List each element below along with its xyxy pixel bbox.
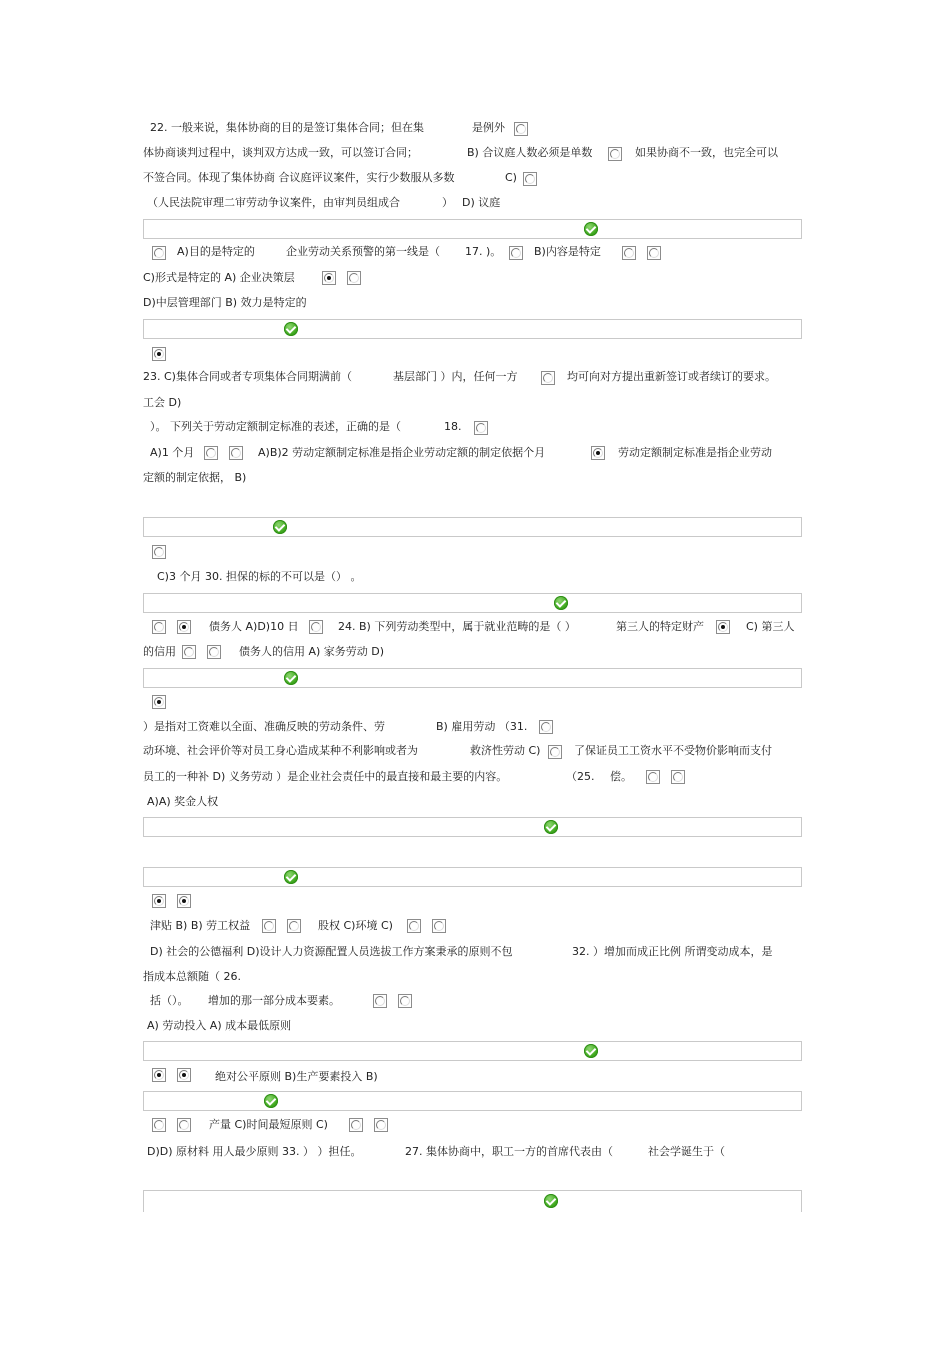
radio-button-icon[interactable]	[347, 271, 361, 285]
radio-button-icon[interactable]	[309, 620, 323, 634]
question-text: 员工的一种补 D) 义务劳动 ）是企业社会责任中的最直接和最主要的内容。	[143, 770, 508, 783]
radio-button-icon[interactable]	[716, 620, 730, 634]
radio-button-icon[interactable]	[182, 645, 196, 659]
radio-button-icon[interactable]	[407, 919, 421, 933]
correct-check-icon	[554, 596, 568, 610]
option-text: B) 雇用劳动 （31.	[436, 720, 528, 733]
radio-button-icon[interactable]	[514, 122, 528, 136]
option-text: D) 议庭	[462, 196, 501, 209]
radio-button-icon[interactable]	[152, 695, 166, 709]
option-text: A) 劳动投入 A) 成本最低原则	[147, 1019, 292, 1032]
question-text: 32. ）增加而成正比例 所谓变动成本，是	[572, 945, 773, 958]
option-text: C) 第三人	[746, 620, 795, 633]
radio-button-icon[interactable]	[152, 620, 166, 634]
correct-check-icon	[544, 820, 558, 834]
radio-button-icon[interactable]	[374, 1118, 388, 1132]
question-text: 括（）。	[150, 994, 189, 1007]
radio-button-icon[interactable]	[204, 446, 218, 460]
correct-check-icon	[584, 1044, 598, 1058]
option-text: A)1 个月	[150, 446, 195, 459]
answer-result-bar	[143, 517, 802, 537]
option-text: 救济性劳动 C)	[470, 744, 541, 757]
question-text: 22. 一般来说，集体协商的目的是签订集体合同；但在集	[150, 121, 424, 134]
answer-result-bar	[143, 817, 802, 837]
question-text: 是例外	[472, 121, 505, 134]
correct-check-icon	[264, 1094, 278, 1108]
answer-result-bar	[143, 1190, 802, 1212]
radio-button-icon[interactable]	[432, 919, 446, 933]
question-text: 增加的那一部分成本要素。	[208, 994, 340, 1007]
radio-button-icon[interactable]	[608, 147, 622, 161]
radio-button-icon[interactable]	[548, 745, 562, 759]
radio-button-icon[interactable]	[349, 1118, 363, 1132]
question-text: 体协商谈判过程中，谈判双方达成一致，可以签订合同；	[143, 146, 418, 159]
radio-button-icon[interactable]	[671, 770, 685, 784]
radio-button-icon[interactable]	[262, 919, 276, 933]
option-text: 的信用	[143, 645, 176, 658]
question-text: 了保证员工工资水平不受物价影响而支付	[574, 744, 772, 757]
question-text: 偿。	[610, 770, 632, 783]
answer-result-bar	[143, 319, 802, 339]
answer-result-bar	[143, 668, 802, 688]
option-text: B) 合议庭人数必须是单数	[467, 146, 593, 159]
answer-result-bar	[143, 1041, 802, 1061]
question-text: 24. B) 下列劳动类型中，属于就业范畴的是（ ）	[338, 620, 576, 633]
option-text: 定额的制定依据， B)	[143, 471, 247, 484]
question-text: 均可向对方提出重新签订或者续订的要求。	[567, 370, 776, 383]
option-text: 股权 C)环境 C)	[318, 919, 393, 932]
question-text: 27. 集体协商中，职工一方的首席代表由（	[405, 1145, 613, 1158]
radio-button-icon[interactable]	[647, 246, 661, 260]
question-text: 23. C)集体合同或者专项集体合同期满前（	[143, 370, 352, 383]
option-text: 工会 D)	[143, 396, 182, 409]
radio-button-icon[interactable]	[523, 172, 537, 186]
radio-button-icon[interactable]	[229, 446, 243, 460]
radio-button-icon[interactable]	[322, 271, 336, 285]
radio-button-icon[interactable]	[177, 1118, 191, 1132]
option-text: 劳动定额制定标准是指企业劳动	[618, 446, 772, 459]
question-text: 基层部门 ）内，任何一方	[393, 370, 518, 383]
option-text: D)D) 原材料 用人最少原则 33. ） ）担任。	[147, 1145, 362, 1158]
answer-result-bar	[143, 1091, 802, 1111]
radio-button-icon[interactable]	[591, 446, 605, 460]
option-text: C)	[505, 171, 517, 184]
correct-check-icon	[284, 671, 298, 685]
question-text: 指成本总额随（ 26.	[143, 970, 241, 983]
radio-button-icon[interactable]	[152, 1118, 166, 1132]
correct-check-icon	[284, 870, 298, 884]
radio-button-icon[interactable]	[398, 994, 412, 1008]
option-text: A)目的是特定的	[177, 245, 255, 258]
correct-check-icon	[544, 1194, 558, 1208]
radio-button-icon[interactable]	[509, 246, 523, 260]
question-text: 17. )。	[465, 245, 502, 258]
radio-button-icon[interactable]	[539, 720, 553, 734]
answer-result-bar	[143, 867, 802, 887]
radio-button-icon[interactable]	[287, 919, 301, 933]
option-text: 第三人的特定财产	[616, 620, 704, 633]
radio-button-icon[interactable]	[152, 347, 166, 361]
option-text: A)B)2 劳动定额制定标准是指企业劳动定额的制定依据个月	[258, 446, 546, 459]
radio-button-icon[interactable]	[152, 894, 166, 908]
radio-button-icon[interactable]	[177, 620, 191, 634]
question-text: ）是指对工资难以全面、准确反映的劳动条件、劳	[143, 720, 385, 733]
option-text: 津贴 B) B) 劳工权益	[150, 919, 251, 932]
option-text: A)A) 奖金人权	[147, 795, 219, 808]
question-text: （25.	[566, 770, 595, 783]
radio-button-icon[interactable]	[152, 1068, 166, 1082]
answer-result-bar	[143, 593, 802, 613]
correct-check-icon	[584, 222, 598, 236]
radio-button-icon[interactable]	[152, 545, 166, 559]
question-text: 如果协商不一致，也完全可以	[635, 146, 778, 159]
option-text: 债务人的信用 A) 家务劳动 D)	[239, 645, 385, 658]
correct-check-icon	[273, 520, 287, 534]
question-text: ）	[442, 196, 453, 209]
radio-button-icon[interactable]	[152, 246, 166, 260]
option-text: 债务人 A)D)10 日	[209, 620, 299, 633]
radio-button-icon[interactable]	[646, 770, 660, 784]
question-text: 企业劳动关系预警的第一线是（	[286, 245, 440, 258]
radio-button-icon[interactable]	[541, 371, 555, 385]
question-text: C)3 个月 30. 担保的标的不可以是（） 。	[157, 570, 362, 583]
radio-button-icon[interactable]	[177, 1068, 191, 1082]
question-text: 社会学诞生于（	[648, 1145, 725, 1158]
correct-check-icon	[284, 322, 298, 336]
question-text: 动环境、社会评价等对员工身心造成某种不利影响或者为	[143, 744, 418, 757]
question-text: （人民法院审理二审劳动争议案件，由审判员组成合	[147, 196, 400, 209]
answer-result-bar	[143, 219, 802, 239]
option-text: B)内容是特定	[534, 245, 601, 258]
radio-button-icon[interactable]	[177, 894, 191, 908]
question-text: 不签合同。体现了集体协商 合议庭评议案件，实行少数服从多数	[143, 171, 455, 184]
option-text: D)中层管理部门 B) 效力是特定的	[143, 296, 307, 309]
radio-button-icon[interactable]	[207, 645, 221, 659]
option-text: 绝对公平原则 B)生产要素投入 B)	[215, 1070, 378, 1083]
radio-button-icon[interactable]	[474, 421, 488, 435]
option-text: C)形式是特定的 A) 企业决策层	[143, 271, 295, 284]
question-text: ）。 下列关于劳动定额制定标准的表述，正确的是（	[150, 420, 401, 433]
radio-button-icon[interactable]	[622, 246, 636, 260]
radio-button-icon[interactable]	[373, 994, 387, 1008]
question-text: 18.	[444, 420, 462, 433]
option-text: 产量 C)时间最短原则 C)	[209, 1118, 328, 1131]
option-text: D) 社会的公德福利 D)设计人力资源配置人员选拔工作方案秉承的原则不包	[150, 945, 513, 958]
